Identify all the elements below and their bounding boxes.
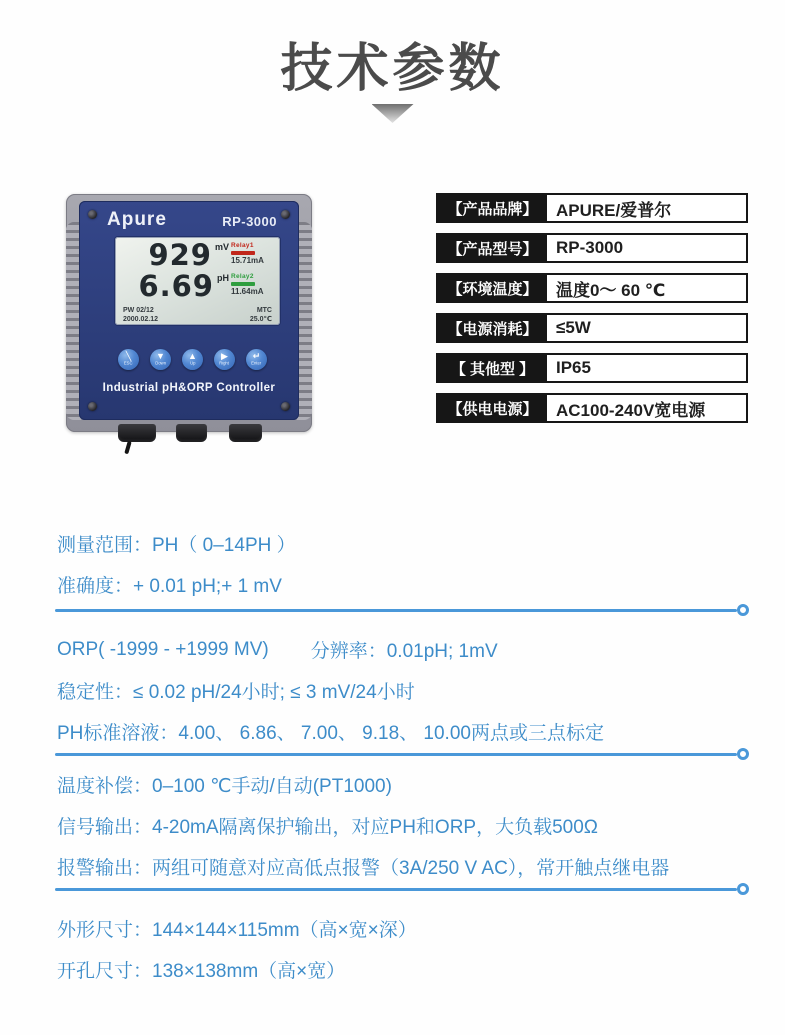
row-label: 【产品品牌】: [438, 195, 547, 221]
row-label: 【供电电源】: [438, 395, 547, 421]
device-caption: Industrial pH&ORP Controller: [102, 382, 276, 394]
mv-unit: mV: [214, 242, 229, 252]
section-divider: [55, 748, 749, 761]
table-row-ambient-temp: [436, 273, 748, 303]
table-row-brand: [436, 193, 748, 223]
relay1-current: 15.71mA: [231, 256, 264, 265]
enter-button: ↵ Enter: [246, 349, 267, 370]
ph-reading: [121, 269, 229, 303]
product-image: [66, 194, 312, 432]
spec-line: 温度补偿：0–100 ℃手动/自动(PT1000): [57, 776, 392, 797]
cable-icon: [124, 441, 131, 455]
spec-line: 开孔尺寸：138×138mm（高×宽）: [57, 961, 346, 982]
ph-value: 6.69: [138, 269, 214, 303]
mv-reading: [121, 238, 229, 272]
mtc-label: MTC: [256, 307, 272, 314]
screw-icon: [88, 210, 97, 219]
table-row-protection: [436, 353, 748, 383]
spec-line: 报警输出：两组可随意对应高低点报警（3A/250 V AC），常开触点继电器: [57, 858, 670, 879]
row-value: AC100-240V宽电源: [556, 400, 706, 420]
row-value: APURE/爱普尔: [556, 200, 672, 220]
divider-end-circle: [737, 748, 749, 760]
table-row-power-supply: [436, 393, 748, 423]
relay1-label: Relay1: [231, 242, 254, 249]
row-label: 【环境温度】: [438, 275, 547, 301]
screw-icon: [281, 210, 290, 219]
screw-icon: [281, 402, 290, 411]
section-divider: [55, 883, 749, 896]
cable-gland-icon: [229, 424, 262, 442]
table-row-power-consumption: [436, 313, 748, 343]
row-label: 【产品型号】: [438, 235, 547, 261]
table-row-model: [436, 233, 748, 263]
divider-line: [55, 753, 737, 756]
down-arrow-icon: ▼: [156, 351, 165, 361]
screen-datetime: [123, 307, 158, 324]
screen-temperature: [250, 307, 272, 324]
spec-section-dimensions: [57, 908, 757, 990]
divider-line: [55, 609, 737, 612]
mv-value: 929: [148, 238, 212, 272]
row-value: RP-3000: [556, 238, 624, 257]
right-button: ▶ Right: [214, 349, 235, 370]
spec-table: [436, 193, 748, 433]
device-lcd-screen: [115, 237, 280, 325]
spec-line: ORP( -1999 - +1999 MV) 分辨率：0.01pH; 1mV: [57, 638, 498, 662]
spec-section-outputs: [57, 764, 757, 887]
down-button: ▼ Down: [150, 349, 171, 370]
cable-gland-icon: [118, 424, 156, 442]
relay2-current: 11.64mA: [231, 287, 264, 296]
relay1-status: [231, 241, 275, 272]
temperature-value: 25.0℃: [249, 315, 272, 323]
up-button: ▲ Up: [182, 349, 203, 370]
right-arrow-icon: ▶: [221, 351, 228, 361]
device-button-row: [118, 349, 299, 370]
device-front-panel: [79, 201, 299, 420]
divider-end-circle: [737, 883, 749, 895]
divider-end-circle: [737, 604, 749, 616]
enter-icon: ↵: [252, 351, 261, 361]
divider-line: [55, 888, 737, 891]
spec-line: 测量范围：PH（ 0–14PH ）: [57, 535, 296, 556]
row-value: ≤5W: [556, 318, 591, 337]
spec-line: 信号输出：4-20mA隔离保护输出，对应PH和ORP，大负载500Ω: [57, 817, 599, 838]
ph-unit: pH: [217, 273, 229, 283]
down-arrow-separator: [372, 104, 414, 123]
row-label: 【电源消耗】: [438, 315, 547, 341]
row-label: 【 其他型 】: [438, 355, 547, 381]
section-divider: [55, 604, 749, 617]
spec-line: PH标准溶液：4.00、 6.86、 7.00、 9.18、 10.00两点或三点标定: [57, 723, 604, 744]
page-title: 技术参数: [280, 40, 505, 98]
wrench-icon: ╲: [125, 351, 132, 361]
relay2-label: Relay2: [231, 273, 254, 280]
pw-label: PW 02/12: [123, 307, 154, 314]
housing-rib-right: [297, 222, 312, 420]
spec-line: 外形尺寸：144×144×115mm（高×宽×深）: [57, 920, 417, 941]
device-model: RP-3000: [222, 214, 277, 229]
screen-date: 2000.02.12: [123, 315, 159, 323]
row-value: 温度0～ 60 ℃: [556, 280, 666, 300]
spec-line: 准确度：+ 0.01 pH;+ 1 mV: [57, 576, 282, 597]
spec-section-range: [57, 523, 757, 605]
spec-line: 稳定性：≤ 0.02 pH/24小时; ≤ 3 mV/24小时: [57, 682, 415, 703]
relay2-status: [231, 272, 275, 303]
row-value: IP65: [556, 358, 591, 377]
esc-button: ╲ ESC: [118, 349, 139, 370]
relay2-bar-icon: [231, 282, 255, 286]
screw-icon: [88, 402, 97, 411]
device-housing: [66, 194, 312, 432]
relay1-bar-icon: [231, 251, 255, 255]
cable-gland-icon: [176, 424, 207, 442]
device-brand: Apure: [107, 209, 167, 230]
spec-section-accuracy: [57, 629, 757, 752]
up-arrow-icon: ▲: [188, 351, 197, 361]
